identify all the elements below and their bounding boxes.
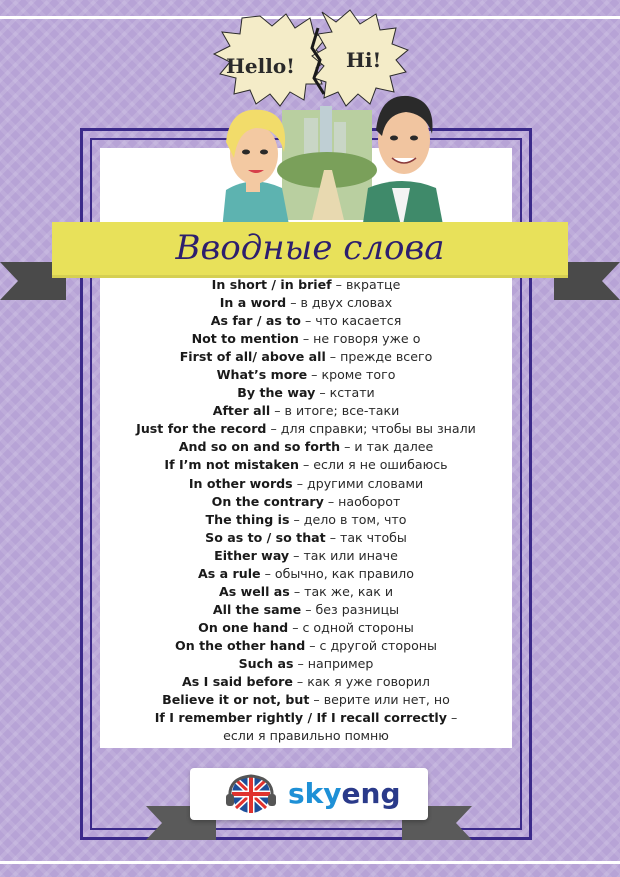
phrase-row: [100, 529, 512, 547]
bubble-hi-text: Hi!: [346, 48, 382, 72]
bubble-hello-text: Hello!: [226, 54, 295, 78]
phrase-row: [100, 456, 512, 474]
phrase-english: In other words: [188, 475, 293, 491]
skyeng-wordmark: [288, 777, 401, 810]
phrase-row: [100, 601, 512, 619]
phrase-translation: – в двух словах: [286, 295, 393, 311]
phrase-english: If I’m not mistaken: [164, 457, 299, 473]
phrase-english: As a rule: [198, 565, 261, 581]
phrase-english: On the other hand: [175, 637, 306, 653]
phrase-translation: – с другой стороны: [305, 637, 437, 653]
phrase-english: Just for the record: [136, 421, 267, 437]
phrase-row: [100, 673, 512, 691]
phrase-translation: – если я не ошибаюсь: [298, 457, 448, 473]
phrase-translation: – кстати: [315, 385, 375, 401]
phrase-english: Either way: [214, 547, 290, 563]
phrase-english: Not to mention: [191, 331, 299, 347]
phrase-translation: – кроме того: [307, 367, 396, 383]
phrase-translation: – так чтобы: [325, 529, 407, 545]
phrase-translation: – без разницы: [301, 601, 400, 617]
title-banner: [52, 222, 568, 278]
phrase-english: After all: [212, 403, 271, 419]
phrase-english: First of all/ above all: [179, 349, 326, 365]
phrase-row: [100, 709, 512, 727]
phrase-translation: – в итоге; все-таки: [270, 403, 400, 419]
phrase-row: [100, 366, 512, 384]
phrase-english: In short / in brief: [211, 277, 332, 292]
phrase-english: The thing is: [205, 511, 290, 527]
logo-eng-text: eng: [341, 777, 401, 810]
phrase-row: [100, 312, 512, 330]
phrase-translation: – например: [293, 655, 374, 671]
phrase-english: As well as: [218, 583, 290, 599]
phrase-row: [100, 438, 512, 456]
phrase-row: [100, 583, 512, 601]
bottom-border-line: [0, 861, 620, 864]
phrase-english: If I remember rightly / If I recall correctly: [154, 710, 447, 726]
phrase-translation: – прежде всего: [325, 349, 433, 365]
phrase-english: And so on and so forth: [178, 439, 341, 455]
phrase-row: [100, 475, 512, 493]
phrase-translation: – что касается: [300, 313, 402, 329]
phrase-english: As far / as to: [210, 313, 301, 329]
phrase-row: [100, 619, 512, 637]
phrase-english: As I said before: [182, 674, 293, 690]
phrase-row: [100, 565, 512, 583]
phrase-translation: если я правильно помню: [223, 728, 389, 744]
phrase-english: All the same: [212, 601, 302, 617]
phrase-translation: – для справки; чтобы вы знали: [266, 421, 476, 437]
phrase-english: So as to / so that: [205, 529, 326, 545]
phrase-translation: – с одной стороны: [288, 619, 414, 635]
phrase-english: What’s more: [216, 367, 308, 383]
skyeng-logo: [190, 768, 428, 820]
phrase-translation: – верите или нет, но: [309, 692, 450, 708]
phrase-row: [100, 691, 512, 709]
phrase-row: [100, 493, 512, 511]
phrase-row: [100, 420, 512, 438]
phrase-row: [100, 348, 512, 366]
phrase-translation: – не говоря уже о: [298, 331, 421, 347]
phrase-translation: – вкратце: [331, 277, 401, 292]
phrase-translation: – другими словами: [292, 475, 424, 491]
phrase-row: [100, 511, 512, 529]
phrase-english: Believe it or not, but: [162, 692, 310, 708]
phrase-row: [100, 294, 512, 312]
phrase-english: In a word: [219, 295, 287, 311]
phrase-english: By the way: [237, 385, 316, 401]
comic-couple-icon: [212, 70, 452, 230]
phrase-translation: – обычно, как правило: [260, 565, 414, 581]
phrase-translation: – дело в том, что: [289, 511, 407, 527]
phrase-translation: – как я уже говорил: [292, 674, 430, 690]
phrase-row: [100, 727, 512, 745]
phrase-translation: –: [446, 710, 458, 726]
page-title: Вводные слова: [175, 228, 445, 268]
phrase-translation: – и так далее: [340, 439, 434, 455]
phrase-row: [100, 547, 512, 565]
phrase-list: [100, 276, 512, 745]
comic-couple-illustration: [212, 70, 452, 230]
phrase-row: [100, 402, 512, 420]
phrase-row: [100, 384, 512, 402]
logo-sky-text: sky: [288, 777, 342, 810]
phrase-translation: – так же, как и: [289, 583, 393, 599]
phrase-translation: – так или иначе: [289, 547, 398, 563]
phrase-translation: – наоборот: [323, 493, 401, 509]
phrase-row: [100, 276, 512, 294]
phrase-row: [100, 637, 512, 655]
skyeng-logo-icon: [224, 772, 278, 818]
phrase-english: Such as: [238, 655, 294, 671]
phrase-english: On one hand: [198, 619, 289, 635]
phrase-row: [100, 330, 512, 348]
phrase-row: [100, 655, 512, 673]
phrase-english: On the contrary: [211, 493, 324, 509]
